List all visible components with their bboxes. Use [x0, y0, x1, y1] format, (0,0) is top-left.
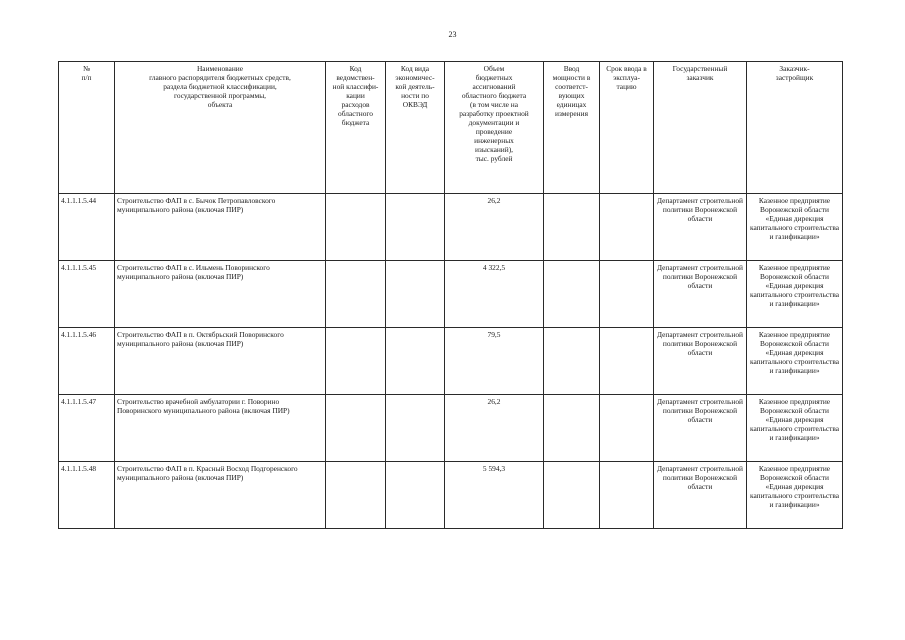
row-dept-code	[326, 261, 386, 328]
row-number: 4.1.1.1.5.44	[59, 194, 115, 261]
header-number: № п/п	[59, 62, 115, 194]
row-builder: Казенное предприятие Воронежской области «Единая дирекция капитального строительства и газификации»	[747, 395, 843, 462]
header-customer: Государственный заказчик	[654, 62, 747, 194]
row-volume: 4 322,5	[445, 261, 544, 328]
row-okved-code	[386, 395, 445, 462]
row-number: 4.1.1.1.5.48	[59, 462, 115, 529]
row-term	[600, 328, 654, 395]
row-builder: Казенное предприятие Воронежской области «Единая дирекция капитального строительства и газификации»	[747, 261, 843, 328]
header-term: Срок ввода в эксплуа- тацию	[600, 62, 654, 194]
header-capacity: Ввод мощности в соответст- вующих единицах измерения	[544, 62, 600, 194]
row-number: 4.1.1.1.5.47	[59, 395, 115, 462]
row-capacity	[544, 261, 600, 328]
table-header-row	[59, 62, 843, 194]
row-customer: Департамент строительной политики Воронежской области	[654, 395, 747, 462]
row-dept-code	[326, 328, 386, 395]
row-dept-code	[326, 462, 386, 529]
header-volume: Объем бюджетных ассигнований областного бюджета (в том числе на разработку проектной документации и проведение инженерных изысканий), тыс. рублей	[445, 62, 544, 194]
table-row	[59, 261, 843, 328]
row-volume: 79,5	[445, 328, 544, 395]
row-dept-code	[326, 194, 386, 261]
row-object-name: Строительство ФАП в п. Красный Восход Подгоренского муниципального района (включая ПИР)	[115, 462, 326, 529]
row-dept-code	[326, 395, 386, 462]
row-capacity	[544, 194, 600, 261]
table-row	[59, 194, 843, 261]
header-okved-code: Код вида экономичес- кой деятель- ности по ОКВЭД	[386, 62, 445, 194]
row-okved-code	[386, 194, 445, 261]
row-term	[600, 462, 654, 529]
budget-allocation-table	[58, 61, 843, 529]
table-row	[59, 395, 843, 462]
row-term	[600, 194, 654, 261]
row-number: 4.1.1.1.5.45	[59, 261, 115, 328]
row-object-name: Строительство врачебной амбулатории г. Поворино Поворинского муниципального района (включая ПИР)	[115, 395, 326, 462]
row-volume: 26,2	[445, 194, 544, 261]
row-customer: Департамент строительной политики Воронежской области	[654, 328, 747, 395]
row-builder: Казенное предприятие Воронежской области «Единая дирекция капитального строительства и газификации»	[747, 194, 843, 261]
row-object-name: Строительство ФАП в с. Бычок Петропавловского муниципального района (включая ПИР)	[115, 194, 326, 261]
row-okved-code	[386, 462, 445, 529]
header-name: Наименование главного распорядителя бюджетных средств, раздела бюджетной классификации, государственной программы, объекта	[115, 62, 326, 194]
header-dept-code: Код ведомствен- ной классифи- кации расходов областного бюджета	[326, 62, 386, 194]
row-volume: 5 594,3	[445, 462, 544, 529]
row-customer: Департамент строительной политики Воронежской области	[654, 261, 747, 328]
row-term	[600, 395, 654, 462]
table-row	[59, 328, 843, 395]
row-object-name: Строительство ФАП в п. Октябрьский Поворинского муниципального района (включая ПИР)	[115, 328, 326, 395]
row-customer: Департамент строительной политики Воронежской области	[654, 462, 747, 529]
row-customer: Департамент строительной политики Воронежской области	[654, 194, 747, 261]
row-capacity	[544, 462, 600, 529]
table-row	[59, 462, 843, 529]
row-volume: 26,2	[445, 395, 544, 462]
row-object-name: Строительство ФАП в с. Ильмень Поворинского муниципального района (включая ПИР)	[115, 261, 326, 328]
row-capacity	[544, 328, 600, 395]
row-builder: Казенное предприятие Воронежской области «Единая дирекция капитального строительства и газификации»	[747, 462, 843, 529]
row-number: 4.1.1.1.5.46	[59, 328, 115, 395]
row-capacity	[544, 395, 600, 462]
row-term	[600, 261, 654, 328]
header-builder: Заказчик- застройщик	[747, 62, 843, 194]
row-okved-code	[386, 328, 445, 395]
row-okved-code	[386, 261, 445, 328]
page-number: 23	[448, 30, 457, 39]
row-builder: Казенное предприятие Воронежской области «Единая дирекция капитального строительства и газификации»	[747, 328, 843, 395]
